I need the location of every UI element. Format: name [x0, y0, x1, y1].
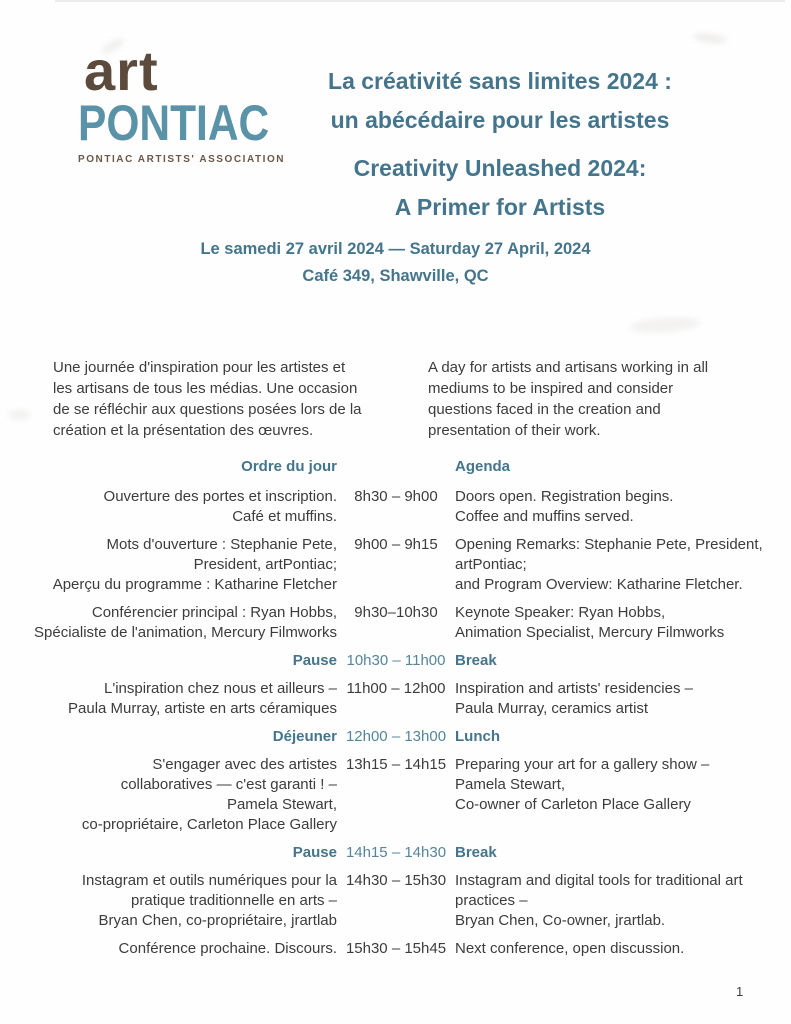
schedule-row — [20, 487, 775, 527]
text-line: A Primer for Artists — [394, 194, 606, 220]
schedule-header-english: Agenda — [455, 458, 511, 475]
text-line: Paula Murray, artiste en arts céramiques — [68, 700, 337, 717]
text-line: Instagram et outils numériques pour la — [81, 872, 337, 889]
schedule-cell-english — [455, 535, 775, 595]
logo-word-art: art — [84, 39, 159, 102]
text-line: Paula Murray, ceramics artist — [455, 700, 649, 717]
text-line: Lunch — [455, 728, 500, 745]
schedule-cell-french — [20, 535, 337, 595]
text-line: La créativité sans limites 2024 : — [328, 68, 672, 94]
text-line: President, artPontiac; — [193, 556, 337, 573]
text-line: Conférence prochaine. Discours. — [118, 940, 337, 957]
time-range: 14h15 – 14h30 — [345, 844, 447, 861]
text-line: and Program Overview: Katharine Fletcher. — [455, 576, 743, 593]
text-line: Doors open. Registration begins. — [455, 488, 674, 505]
text-line: Animation Specialist, Mercury Filmworks — [455, 624, 725, 641]
text-line: Creativity Unleashed 2024: — [353, 155, 647, 181]
text-line: Instagram and digital tools for traditional art — [455, 872, 743, 889]
text-line: pratique traditionnelle en arts – — [131, 892, 337, 909]
text-line: co-propriétaire, Carleton Place Gallery — [81, 816, 337, 833]
event-venue: Café 349, Shawville, QC — [302, 267, 489, 285]
text-line: Coffee and muffins served. — [455, 508, 634, 525]
schedule-cell-time — [337, 487, 455, 527]
event-date-venue — [0, 236, 791, 290]
text-line: les artisans de tous les médias. Une occasion — [53, 380, 358, 397]
text-line: questions faced in the creation and — [428, 401, 661, 418]
schedule-cell-french — [20, 727, 337, 747]
event-date: Le samedi 27 avril 2024 — Saturday 27 April, 2024 — [200, 240, 591, 258]
schedule-cell-french — [20, 603, 337, 643]
text-line: Pause — [292, 844, 337, 861]
text-line: Break — [455, 652, 497, 669]
text-line: Keynote Speaker: Ryan Hobbs, — [455, 604, 666, 621]
schedule-header-row — [20, 458, 775, 475]
schedule-cell-french — [20, 651, 337, 671]
intro-paragraph-english — [428, 357, 708, 441]
text-line: mediums to be inspired and consider — [428, 380, 674, 397]
text-line: création et la présentation des œuvres. — [53, 422, 314, 439]
event-title-french — [255, 62, 745, 140]
time-range: 9h00 – 9h15 — [354, 536, 438, 553]
text-line: Café et muffins. — [232, 508, 337, 525]
schedule-cell-english — [455, 843, 775, 863]
schedule-row — [20, 679, 775, 719]
time-range: 12h00 – 13h00 — [345, 728, 447, 745]
text-line: Aperçu du programme : Katharine Fletcher — [52, 576, 337, 593]
text-line: S'engager avec des artistes — [152, 756, 337, 773]
intro-paragraph-french — [53, 357, 362, 441]
schedule-cell-french — [20, 843, 337, 863]
schedule-row — [20, 871, 775, 931]
text-line: Next conference, open discussion. — [455, 940, 685, 957]
text-line: Co-owner of Carleton Place Gallery — [455, 796, 691, 813]
text-line: Pamela Stewart, — [226, 796, 337, 813]
schedule-row — [20, 939, 775, 959]
logo-tagline: PONTIAC ARTISTS' ASSOCIATION — [78, 154, 286, 165]
schedule-cell-english — [455, 603, 775, 643]
time-range: 13h15 – 14h15 — [345, 756, 447, 773]
text-line: Conférencier principal : Ryan Hobbs, — [91, 604, 337, 621]
schedule-cell-time — [337, 679, 455, 719]
text-line: L'inspiration chez nous et ailleurs – — [104, 680, 337, 697]
scan-artifact — [8, 410, 30, 420]
time-range: 11h00 – 12h00 — [346, 680, 446, 697]
scan-artifact — [630, 316, 701, 335]
schedule-table — [20, 458, 775, 967]
text-line: Bryan Chen, Co-owner, jrartlab. — [455, 912, 666, 929]
time-range: 14h30 – 15h30 — [345, 872, 447, 889]
scan-artifact — [693, 32, 728, 46]
schedule-rows — [20, 487, 775, 959]
schedule-cell-time — [337, 871, 455, 931]
schedule-cell-time — [337, 535, 455, 595]
schedule-cell-time — [337, 755, 455, 835]
text-line: Mots d'ouverture : Stephanie Pete, — [106, 536, 337, 553]
schedule-cell-time — [337, 727, 455, 747]
schedule-row — [20, 603, 775, 643]
text-line: Spécialiste de l'animation, Mercury Filmworks — [34, 624, 337, 641]
time-range: 9h30–10h30 — [354, 604, 438, 621]
text-line: Preparing your art for a gallery show – — [455, 756, 710, 773]
schedule-cell-english — [455, 487, 775, 527]
scan-edge-artifact — [55, 0, 785, 2]
schedule-cell-time — [337, 603, 455, 643]
schedule-cell-french — [20, 939, 337, 959]
text-line: Break — [455, 844, 497, 861]
schedule-cell-english — [455, 939, 775, 959]
page-number: 1 — [736, 984, 744, 999]
text-line: un abécédaire pour les artistes — [330, 107, 670, 133]
time-range: 8h30 – 9h00 — [354, 488, 438, 505]
schedule-cell-english — [455, 727, 775, 747]
text-line: Une journée d'inspiration pour les artistes et — [53, 359, 346, 376]
schedule-cell-english — [455, 871, 775, 931]
text-line: collaboratives — c'est garanti ! – — [120, 776, 337, 793]
schedule-row — [20, 535, 775, 595]
logo-word-pontiac: PONTIAC — [78, 95, 270, 151]
text-line: Pause — [292, 652, 337, 669]
schedule-cell-time — [337, 939, 455, 959]
schedule-header-time — [337, 458, 455, 475]
schedule-row — [20, 755, 775, 835]
schedule-cell-english — [455, 679, 775, 719]
text-line: Déjeuner — [272, 728, 337, 745]
schedule-break-row — [20, 727, 775, 747]
text-line: Ouverture des portes et inscription. — [103, 488, 337, 505]
schedule-cell-time — [337, 651, 455, 671]
schedule-cell-french — [20, 755, 337, 835]
time-range: 10h30 – 11h00 — [346, 652, 446, 669]
schedule-cell-french — [20, 679, 337, 719]
schedule-cell-french — [20, 487, 337, 527]
schedule-break-row — [20, 651, 775, 671]
text-line: presentation of their work. — [428, 422, 601, 439]
text-line: Pamela Stewart, — [455, 776, 566, 793]
text-line: artPontiac; — [455, 556, 527, 573]
time-range: 15h30 – 15h45 — [345, 940, 447, 957]
schedule-cell-time — [337, 843, 455, 863]
schedule-cell-english — [455, 755, 775, 835]
schedule-break-row — [20, 843, 775, 863]
text-line: Bryan Chen, co-propriétaire, jrartlab — [98, 912, 337, 929]
text-line: Inspiration and artists' residencies – — [455, 680, 693, 697]
text-line: practices – — [455, 892, 528, 909]
schedule-cell-french — [20, 871, 337, 931]
schedule-cell-english — [455, 651, 775, 671]
text-line: Opening Remarks: Stephanie Pete, President, — [455, 536, 763, 553]
event-titles — [255, 62, 745, 227]
text-line: A day for artists and artisans working in all — [428, 359, 709, 376]
schedule-header-french: Ordre du jour — [241, 458, 337, 475]
event-title-english — [255, 149, 745, 227]
text-line: de se réfléchir aux questions posées lors de la — [53, 401, 362, 418]
